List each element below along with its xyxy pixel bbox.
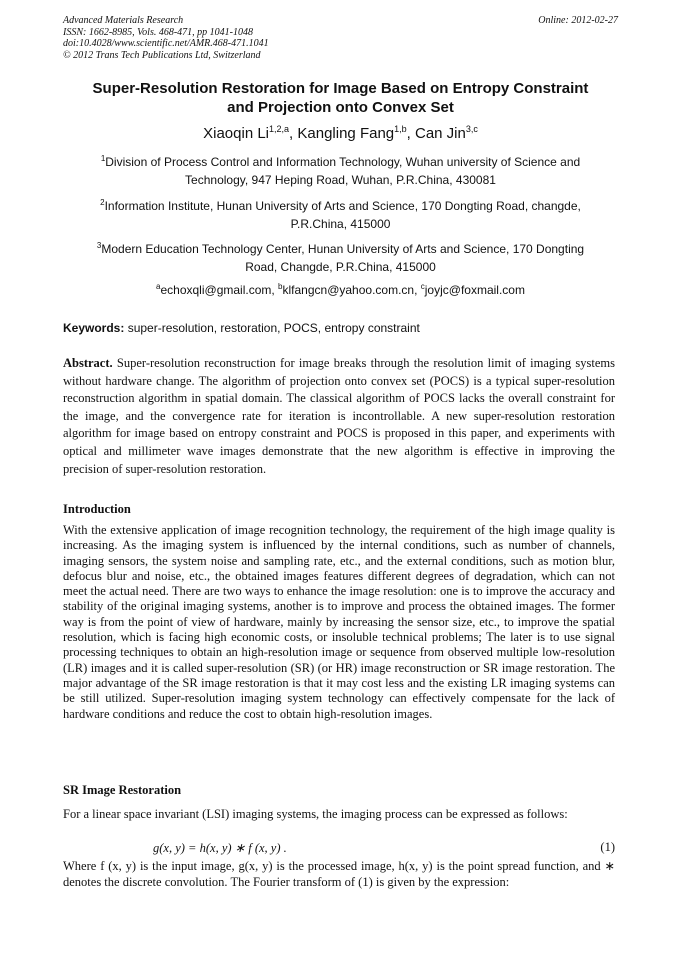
affiliation-line: Modern Education Technology Center, Hunan University of Arts and Science, 170 Dongting (101, 242, 585, 256)
introduction-paragraph: With the extensive application of image recognition technology, the requirement of the high image quality is increasing. As the imaging system is influenced by the internal conditions, such as number of channels, imaging sensors, the system noise and sampling rate, etc., and the external conditions, such as motion blur, defocus blur and noise, etc., the obtained images features different degrees of degradation, which can not meet the actual need. There are two ways to enhance the image resolution: one is to improve the accuracy and stability of the original imaging systems, another is to improve and process the obtained images. The former way is from the point of view of hardware, mainly by increasing the sensor size, etc., to improve the spatial resolution, which is facing high economic costs, or insoluble technical problems; The later is to use signal processing techniques to obtain an high-resolution image or sequence from observed multiple low-resolution (LR) images and it is called super-resolution (SR) (or HR) image reconstruction or SR image restoration. The major advantage of the SR image restoration is that it may cost less and the existing LR imaging systems can be still utilized. Super-resolution imaging system technology can effectively compensate for the lack of hardware conditions and reduce the cost to obtain high-resolution images. (63, 523, 615, 721)
equation-1 (63, 840, 615, 858)
title-line-1: Super-Resolution Restoration for Image Based on Entropy Constraint (92, 80, 589, 97)
author-name: Xiaoqin Li (203, 125, 270, 142)
paper-title (63, 79, 618, 117)
email-list: $^a$echoxqli@gmail.com, $^b$klfangcn@yahoo.com.cn, $^c$joyjc@foxmail.com (156, 282, 525, 297)
equation-explanation-paragraph: Where f (x, y) is the input image, g(x, y) is the processed image, h(x, y) is the point spread function, and ∗ denotes the discrete convolution. The Fourier transform of (1) is given by the expression: (63, 859, 615, 889)
author-superscript: 3,c (465, 124, 478, 134)
online-date: Online: 2012-02-27 (538, 15, 618, 26)
copyright-line: © 2012 Trans Tech Publications Ltd, Switzerland (63, 49, 261, 61)
affiliation-line: Technology, 947 Heping Road, Wuhan, P.R.China, 430081 (185, 173, 496, 187)
abstract-label: Abstract. (63, 356, 113, 370)
abstract (63, 355, 615, 478)
affiliation-2 (70, 197, 611, 233)
email-superscript: a (156, 282, 161, 291)
keywords-text: super-resolution, restoration, POCS, entropy constraint (127, 321, 420, 335)
equation-number: (1) (600, 840, 615, 854)
affiliation-1 (70, 153, 611, 189)
affiliation-superscript: 1 (100, 154, 106, 163)
title-line-2: and Projection onto Convex Set (227, 99, 454, 116)
affiliation-superscript: 3 (96, 241, 102, 250)
author-name: Can Jin (415, 125, 466, 142)
affiliation-line: Division of Process Control and Information Technology, Wuhan university of Science and (105, 155, 581, 169)
sr-intro-paragraph: For a linear space invariant (LSI) imaging systems, the imaging process can be expressed as follows: (63, 807, 568, 821)
section-heading-introduction: Introduction (63, 502, 131, 516)
affiliation-line: Road, Changde, P.R.China, 415000 (245, 260, 436, 274)
issn-line: ISSN: 1662-8985, Vols. 468-471, pp 1041-1048 (63, 26, 253, 38)
author-superscript: 1,b (394, 124, 407, 134)
affiliation-line: Information Institute, Hunan University of Arts and Science, 170 Dongting Road, changde, (104, 199, 581, 213)
author-name: Kangling Fang (297, 125, 395, 142)
abstract-text: Super-resolution reconstruction for image breaks through the resolution limit of imaging systems without hardware change. The algorithm of projection onto convex set (POCS) is a typical super-resolution reconstruction algorithm in spatial domain. The classical algorithm of POCS lacks the overall constraint for the image, and the convergence rate for iteration is incontrollable. A new super-resolution restoration algorithm for image based on entropy constraint and POCS is proposed in this paper, and experiments with optical and millimeter wave images demonstrate that the new algorithm is effective in improving the precision of super-resolution restoration. (63, 356, 616, 476)
email-link[interactable]: klfangcn@yahoo.com.cn (282, 283, 415, 297)
affiliation-superscript: 2 (100, 198, 105, 207)
author-list: Xiaoqin Li$^{1,2,a}$, Kangling Fang$^{1,b}$, Can Jin$^{3,c}$ (203, 124, 478, 142)
equation-expression: g(x, y) = h(x, y) ∗ f (x, y) . (153, 841, 287, 855)
keywords-label: Keywords: (63, 321, 125, 335)
email-link[interactable]: joyjc@foxmail.com (424, 283, 525, 297)
email-superscript: b (278, 282, 283, 291)
email-link[interactable]: echoxqli@gmail.com (160, 283, 272, 297)
affiliation-3 (70, 240, 611, 276)
affiliation-line: P.R.China, 415000 (290, 217, 391, 231)
author-superscript: 1,2,a (269, 124, 290, 134)
journal-header (63, 15, 618, 61)
email-superscript: c (420, 282, 425, 291)
journal-name: Advanced Materials Research (63, 15, 184, 26)
keywords (63, 320, 618, 336)
section-heading-sr-restoration: SR Image Restoration (63, 783, 182, 797)
doi-line: doi:10.4028/www.scientific.net/AMR.468-471.1041 (63, 38, 269, 49)
